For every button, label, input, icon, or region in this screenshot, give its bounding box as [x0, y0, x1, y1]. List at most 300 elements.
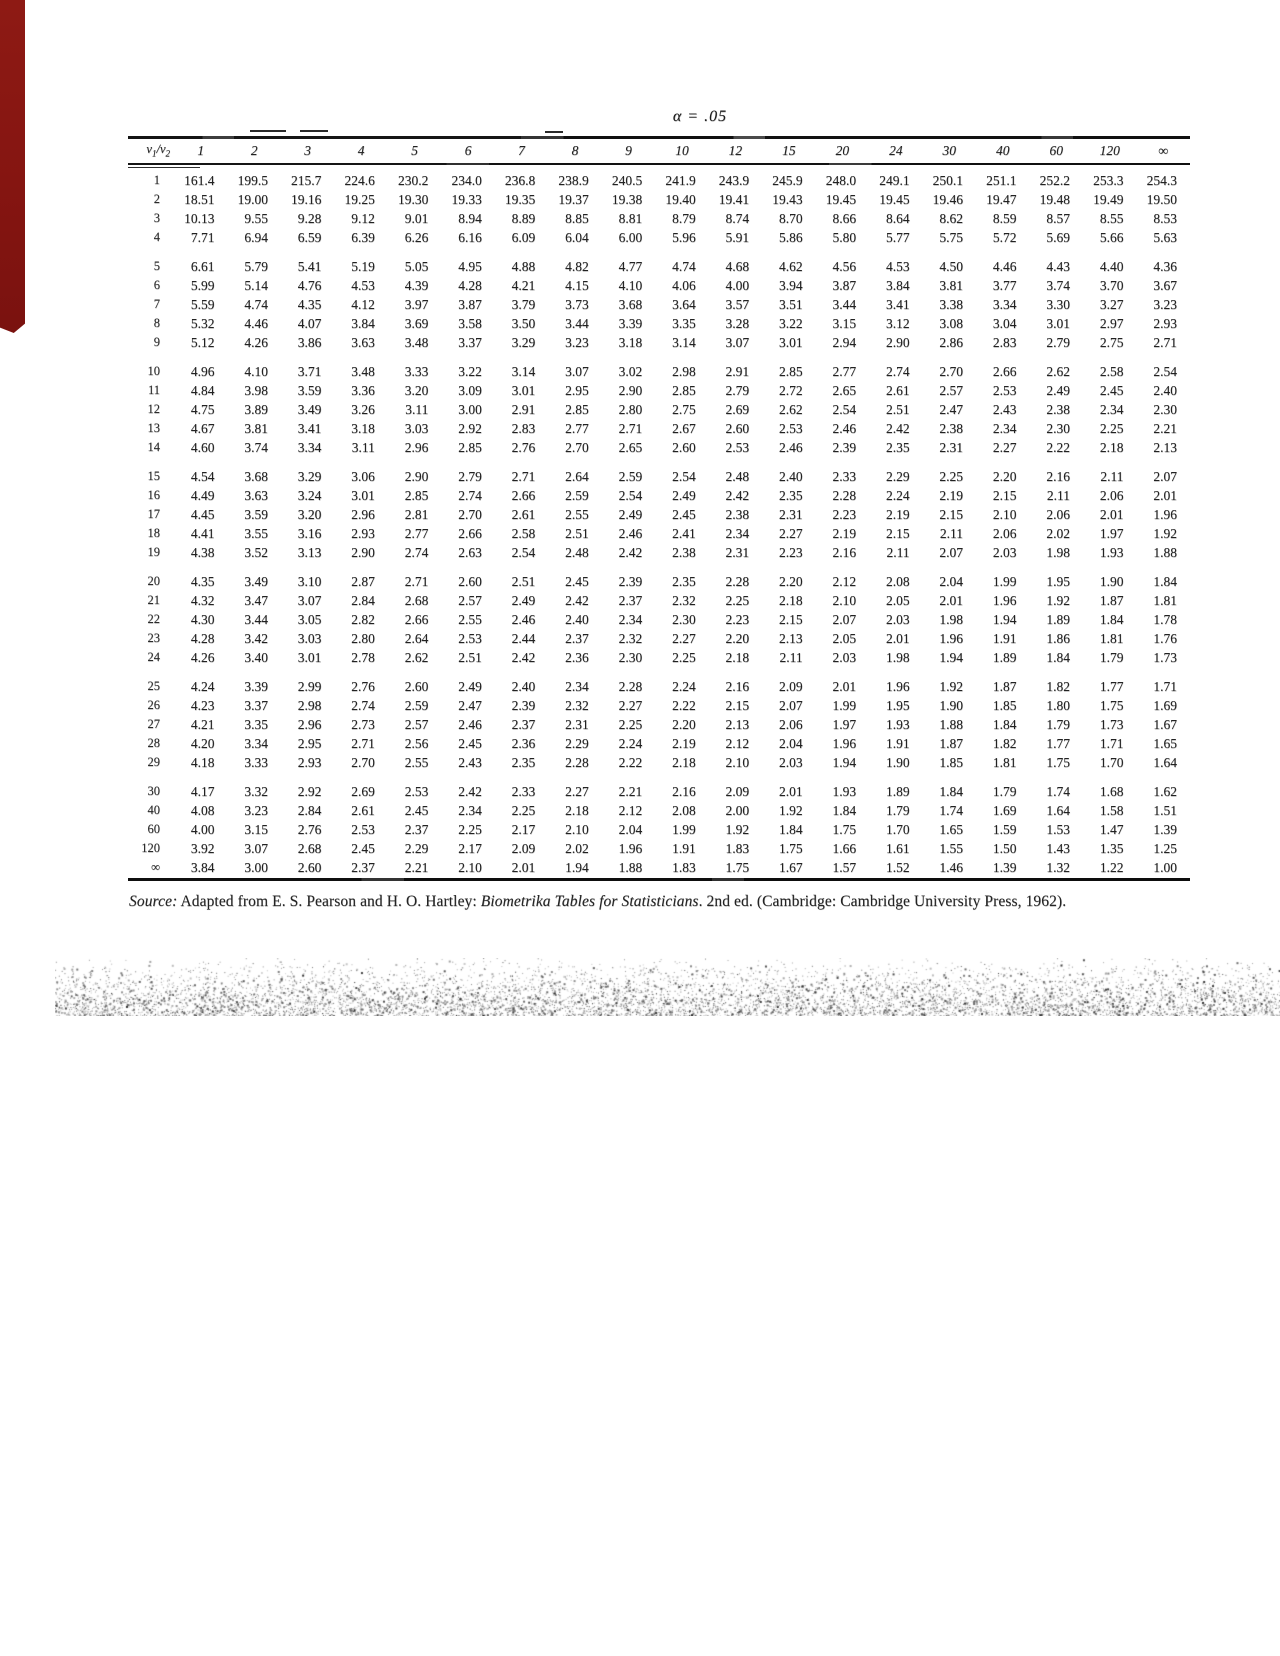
f-value-cell: 2.57	[458, 593, 482, 608]
f-value-cell: 1.61	[885, 841, 910, 856]
f-value-cell: 2.07	[939, 545, 964, 560]
f-value-cell: 2.01	[1099, 507, 1124, 522]
f-value-cell: 3.14	[511, 364, 536, 379]
f-value-cell: 1.65	[1153, 736, 1177, 751]
f-value-cell: 248.0	[825, 173, 857, 188]
table-row-df2-120	[128, 839, 1190, 858]
f-value-cell: 2.46	[618, 526, 643, 541]
table-row-df2-29	[128, 753, 1190, 772]
f-value-cell: 2.21	[1153, 421, 1177, 436]
table-row-df2-7	[128, 295, 1190, 314]
f-value-cell: 19.25	[344, 192, 375, 207]
f-value-cell: 2.19	[939, 488, 964, 503]
f-value-cell: 3.47	[244, 593, 268, 608]
row-label: 15	[147, 469, 160, 483]
f-value-cell: 2.25	[1099, 421, 1124, 436]
f-value-cell: 2.17	[511, 822, 536, 837]
f-value-cell: 2.60	[297, 860, 322, 875]
f-value-cell: 2.05	[832, 631, 857, 646]
row-label: 16	[147, 488, 160, 502]
f-value-cell: 6.09	[511, 230, 536, 245]
f-value-cell: 2.07	[832, 612, 857, 627]
f-value-cell: 5.66	[1099, 230, 1124, 245]
f-value-cell: 2.38	[1046, 402, 1070, 417]
f-value-cell: 4.38	[190, 545, 215, 560]
f-value-cell: 2.42	[511, 650, 536, 665]
f-value-cell: 2.29	[565, 736, 589, 751]
f-value-cell: 2.19	[672, 736, 696, 751]
f-value-cell: 1.81	[992, 755, 1017, 770]
f-value-cell: 2.65	[618, 440, 643, 455]
f-value-cell: 3.84	[885, 278, 910, 293]
source-book-title: Biometrika Tables for Statisticians	[480, 893, 699, 910]
f-value-cell: 1.73	[1153, 650, 1177, 665]
f-value-cell: 2.90	[618, 383, 643, 398]
table-row-df2-19	[128, 543, 1190, 562]
f-value-cell: 3.41	[297, 421, 322, 436]
f-value-cell: 1.99	[672, 822, 696, 837]
f-value-cell: 2.55	[565, 507, 589, 522]
group-gap	[128, 562, 1190, 572]
f-value-cell: 2.53	[992, 383, 1017, 398]
f-value-cell: 4.53	[351, 278, 375, 293]
row-label: 24	[147, 650, 160, 664]
f-value-cell: 2.16	[832, 545, 857, 560]
f-value-cell: 3.51	[779, 297, 803, 312]
row-label: 17	[147, 507, 160, 521]
f-value-cell: 2.71	[511, 469, 536, 484]
f-value-cell: 4.21	[511, 278, 536, 293]
f-value-cell: 5.19	[351, 259, 375, 274]
f-value-cell: 3.41	[885, 297, 910, 312]
f-value-cell: 3.03	[297, 631, 322, 646]
table-row-df2-5	[128, 257, 1190, 276]
row-label: 1	[153, 173, 160, 187]
f-value-cell: 2.23	[779, 545, 803, 560]
f-value-cell: 1.91	[672, 841, 696, 856]
f-value-cell: 2.42	[565, 593, 589, 608]
f-value-cell: 4.49	[190, 488, 215, 503]
column-header-df1-8: 8	[571, 142, 579, 158]
f-value-cell: 8.59	[992, 211, 1017, 226]
f-value-cell: 4.75	[190, 402, 215, 417]
table-title: α = .05	[672, 108, 728, 125]
column-header-df1-10: 10	[675, 142, 689, 158]
f-value-cell: 2.51	[885, 402, 910, 417]
f-value-cell: 2.24	[618, 736, 643, 751]
f-value-cell: 2.09	[725, 784, 750, 799]
f-value-cell: 1.82	[992, 736, 1017, 751]
f-value-cell: 19.38	[611, 192, 643, 207]
f-value-cell: 3.03	[404, 421, 429, 436]
f-value-cell: 2.91	[725, 364, 750, 379]
f-value-cell: 19.45	[879, 192, 910, 207]
f-value-cell: 4.26	[190, 650, 215, 665]
f-value-cell: 1.94	[992, 612, 1017, 627]
f-value-cell: 3.42	[244, 631, 268, 646]
f-value-cell: 4.30	[190, 612, 215, 627]
f-value-cell: 6.00	[618, 230, 643, 245]
corner-label-nu1-nu2: $\nu_1/\nu_2$	[146, 142, 170, 159]
f-value-cell: 4.10	[618, 278, 643, 293]
f-value-cell: 2.45	[458, 736, 482, 751]
f-value-cell: 4.28	[190, 631, 215, 646]
f-value-cell: 2.59	[565, 488, 589, 503]
table-row-df2-28	[128, 734, 1190, 753]
f-value-cell: 2.93	[351, 526, 375, 541]
f-value-cell: 2.12	[832, 574, 857, 589]
f-value-cell: 4.95	[458, 259, 482, 274]
f-value-cell: 2.30	[618, 650, 643, 665]
f-value-cell: 2.46	[458, 717, 482, 732]
f-value-cell: 2.33	[832, 469, 857, 484]
f-value-cell: 2.92	[297, 784, 322, 799]
f-value-cell: 2.37	[511, 717, 536, 732]
f-value-cell: 4.43	[1046, 259, 1070, 274]
f-value-cell: 2.58	[1099, 364, 1124, 379]
f-value-cell: 5.99	[190, 278, 215, 293]
f-value-cell: 2.01	[832, 679, 857, 694]
f-value-cell: 1.95	[885, 698, 910, 713]
f-value-cell: 5.32	[190, 316, 215, 331]
f-value-cell: 6.61	[190, 259, 215, 274]
f-value-cell: 3.39	[618, 316, 643, 331]
f-value-cell: 2.37	[565, 631, 589, 646]
f-value-cell: 3.69	[404, 316, 429, 331]
f-value-cell: 2.37	[351, 860, 375, 875]
f-value-cell: 3.33	[404, 364, 429, 379]
f-value-cell: 234.0	[451, 173, 482, 188]
f-value-cell: 1.89	[1046, 612, 1070, 627]
source-text: Adapted from E. S. Pearson and H. O. Hartley:	[177, 893, 481, 910]
f-value-cell: 9.28	[297, 211, 322, 226]
f-value-cell: 2.21	[404, 860, 429, 875]
f-value-cell: 2.10	[832, 593, 857, 608]
column-header-df1-60: 60	[1049, 142, 1063, 158]
f-value-cell: 2.32	[565, 698, 589, 713]
f-value-cell: 2.11	[886, 545, 910, 560]
f-value-cell: 3.11	[405, 402, 429, 417]
f-value-cell: 1.99	[832, 698, 857, 713]
f-value-cell: 236.8	[504, 173, 536, 188]
f-value-cell: 2.07	[1153, 469, 1177, 484]
f-value-cell: 1.92	[779, 803, 803, 818]
f-value-cell: 1.84	[832, 803, 857, 818]
f-value-cell: 5.59	[190, 297, 215, 312]
f-value-cell: 2.15	[885, 526, 910, 541]
f-value-cell: 2.36	[511, 736, 536, 751]
f-value-cell: 2.68	[404, 593, 429, 608]
table-row-df2-25	[128, 677, 1190, 696]
f-value-cell: 2.37	[618, 593, 643, 608]
f-value-cell: 2.98	[672, 364, 696, 379]
f-value-cell: 2.28	[725, 574, 750, 589]
f-value-cell: 3.07	[565, 364, 589, 379]
f-value-cell: 4.68	[725, 259, 750, 274]
f-value-cell: 2.64	[565, 469, 589, 484]
f-value-cell: 1.47	[1099, 822, 1124, 837]
f-value-cell: 1.71	[1099, 736, 1124, 751]
f-value-cell: 2.05	[885, 593, 910, 608]
f-value-cell: 19.49	[1093, 192, 1124, 207]
f-value-cell: 1.75	[1046, 755, 1070, 770]
f-value-cell: 1.64	[1046, 803, 1070, 818]
f-value-cell: 2.23	[725, 612, 750, 627]
f-value-cell: 2.53	[725, 440, 750, 455]
f-value-cell: 2.93	[1153, 316, 1177, 331]
f-value-cell: 1.84	[1153, 574, 1177, 589]
f-value-cell: 1.55	[939, 841, 964, 856]
f-value-cell: 1.92	[725, 822, 750, 837]
f-value-cell: 2.42	[885, 421, 910, 436]
column-header-df1-2: 2	[250, 142, 258, 158]
f-value-cell: 1.83	[725, 841, 750, 856]
f-value-cell: 4.53	[885, 259, 910, 274]
f-value-cell: 2.12	[618, 803, 643, 818]
f-value-cell: 19.33	[451, 192, 482, 207]
f-value-cell: 2.63	[458, 545, 482, 560]
f-value-cell: 4.56	[832, 259, 857, 274]
f-value-cell: 2.18	[779, 593, 803, 608]
f-value-cell: 3.01	[351, 488, 375, 503]
f-value-cell: 1.69	[992, 803, 1017, 818]
f-value-cell: 3.01	[779, 335, 803, 350]
f-value-cell: 2.53	[351, 822, 375, 837]
f-value-cell: 2.95	[297, 736, 322, 751]
f-value-cell: 6.16	[458, 230, 482, 245]
f-value-cell: 240.5	[611, 173, 643, 188]
f-value-cell: 2.03	[832, 650, 857, 665]
f-value-cell: 2.48	[725, 469, 750, 484]
f-value-cell: 2.69	[351, 784, 375, 799]
f-value-cell: 2.45	[672, 507, 696, 522]
f-value-cell: 2.62	[1046, 364, 1070, 379]
f-value-cell: 2.66	[458, 526, 482, 541]
f-value-cell: 2.80	[618, 402, 643, 417]
f-value-cell: 5.41	[297, 259, 322, 274]
f-value-cell: 1.94	[939, 650, 964, 665]
f-value-cell: 2.01	[885, 631, 910, 646]
source-label: Source:	[129, 893, 178, 910]
f-value-cell: 3.09	[458, 383, 482, 398]
f-value-cell: 2.69	[725, 402, 750, 417]
f-value-cell: 4.50	[939, 259, 964, 274]
f-value-cell: 2.20	[725, 631, 750, 646]
f-value-cell: 3.20	[297, 507, 322, 522]
f-value-cell: 1.65	[939, 822, 964, 837]
f-value-cell: 4.21	[190, 717, 215, 732]
f-value-cell: 2.99	[297, 679, 322, 694]
f-value-cell: 2.40	[779, 469, 803, 484]
f-value-cell: 3.29	[297, 469, 322, 484]
f-value-cell: 2.49	[672, 488, 696, 503]
f-value-cell: 1.90	[1099, 574, 1124, 589]
f-value-cell: 1.91	[885, 736, 910, 751]
f-value-cell: 2.28	[618, 679, 643, 694]
f-value-cell: 3.07	[725, 335, 750, 350]
column-header-df1-40: 40	[996, 142, 1010, 158]
group-gap	[128, 457, 1190, 467]
f-value-cell: 2.96	[297, 717, 322, 732]
f-value-cell: 2.96	[351, 507, 375, 522]
f-value-cell: 2.08	[672, 803, 696, 818]
f-value-cell: 3.73	[565, 297, 589, 312]
f-value-cell: 3.22	[458, 364, 482, 379]
f-value-cell: 2.36	[565, 650, 589, 665]
table-row-df2-3	[128, 209, 1190, 228]
f-value-cell: 2.49	[458, 679, 482, 694]
f-value-cell: 2.49	[618, 507, 643, 522]
table-row-df2-23	[128, 629, 1190, 648]
row-label: 20	[147, 574, 160, 588]
f-value-cell: 2.84	[351, 593, 375, 608]
f-value-cell: 3.68	[244, 469, 268, 484]
f-value-cell: 2.10	[458, 860, 482, 875]
f-value-cell: 252.2	[1039, 173, 1070, 188]
f-value-cell: 4.39	[404, 278, 429, 293]
f-value-cell: 3.63	[351, 335, 375, 350]
f-value-cell: 253.3	[1093, 173, 1124, 188]
f-value-cell: 3.37	[244, 698, 268, 713]
f-value-cell: 1.39	[992, 860, 1017, 875]
f-value-cell: 3.92	[190, 841, 215, 856]
f-value-cell: 2.76	[511, 440, 536, 455]
f-value-cell: 3.81	[939, 278, 964, 293]
f-value-cell: 2.38	[939, 421, 964, 436]
f-value-cell: 3.87	[458, 297, 482, 312]
f-value-cell: 2.16	[725, 679, 750, 694]
f-value-cell: 1.71	[1153, 679, 1177, 694]
f-value-cell: 5.79	[244, 259, 268, 274]
f-value-cell: 2.35	[885, 440, 910, 455]
f-value-cell: 4.96	[190, 364, 215, 379]
f-value-cell: 1.87	[939, 736, 964, 751]
f-value-cell: 2.84	[297, 803, 322, 818]
table-row-df2-12	[128, 400, 1190, 419]
f-value-cell: 3.29	[511, 335, 536, 350]
f-value-cell: 3.40	[244, 650, 268, 665]
f-value-cell: 19.30	[397, 192, 429, 207]
f-value-cell: 19.50	[1146, 192, 1177, 207]
f-value-cell: 1.73	[1099, 717, 1124, 732]
f-value-cell: 2.53	[458, 631, 482, 646]
f-value-cell: 2.87	[351, 574, 375, 589]
f-value-cell: 1.96	[832, 736, 857, 751]
f-value-cell: 2.15	[992, 488, 1017, 503]
f-value-cell: 2.79	[725, 383, 750, 398]
f-value-cell: 3.49	[297, 402, 322, 417]
f-value-cell: 2.22	[672, 698, 696, 713]
f-value-cell: 1.96	[1153, 507, 1177, 522]
f-value-cell: 2.53	[404, 784, 429, 799]
row-label: 2	[153, 192, 160, 206]
f-value-cell: 2.42	[458, 784, 482, 799]
f-value-cell: 4.82	[565, 259, 589, 274]
f-value-cell: 1.92	[939, 679, 964, 694]
f-value-cell: 2.71	[351, 736, 375, 751]
table-row-df2-2	[128, 190, 1190, 209]
f-value-cell: 1.90	[939, 698, 964, 713]
f-value-cell: 2.92	[458, 421, 482, 436]
table-row-df2-10	[128, 362, 1190, 381]
f-value-cell: 2.32	[672, 593, 696, 608]
f-value-cell: 2.54	[511, 545, 536, 560]
f-value-cell: 19.37	[558, 192, 589, 207]
f-value-cell: 3.01	[1046, 316, 1070, 331]
f-value-cell: 1.85	[992, 698, 1017, 713]
f-value-cell: 2.59	[618, 469, 643, 484]
f-value-cell: 2.46	[511, 612, 536, 627]
f-value-cell: 2.10	[725, 755, 750, 770]
f-value-cell: 2.46	[779, 440, 803, 455]
f-value-cell: 5.96	[672, 230, 696, 245]
f-value-cell: 3.84	[351, 316, 375, 331]
f-value-cell: 2.85	[779, 364, 803, 379]
column-header-df1-6: 6	[464, 142, 472, 158]
f-value-cell: 1.52	[885, 860, 910, 875]
f-value-cell: 3.23	[244, 803, 268, 818]
f-value-cell: 3.07	[297, 593, 322, 608]
table-row-df2-21	[128, 591, 1190, 610]
f-value-cell: 2.70	[939, 364, 964, 379]
f-value-cell: 1.88	[939, 717, 964, 732]
f-value-cell: 2.83	[511, 421, 536, 436]
row-label: 12	[147, 402, 160, 416]
row-label: 25	[147, 679, 160, 693]
f-value-cell: 1.32	[1046, 860, 1070, 875]
f-value-cell: 3.59	[297, 383, 322, 398]
f-value-cell: 1.87	[992, 679, 1017, 694]
f-value-cell: 2.62	[404, 650, 429, 665]
f-value-cell: 3.02	[618, 364, 643, 379]
table-row-df2-20	[128, 572, 1190, 591]
f-value-cell: 3.34	[297, 440, 322, 455]
f-value-cell: 19.16	[291, 192, 322, 207]
f-value-cell: 1.57	[832, 860, 857, 875]
f-value-cell: 2.18	[672, 755, 696, 770]
f-value-cell: 2.34	[458, 803, 482, 818]
f-value-cell: 2.13	[1153, 440, 1177, 455]
f-value-cell: 3.14	[672, 335, 696, 350]
f-value-cell: 4.60	[190, 440, 215, 455]
f-value-cell: 1.79	[1099, 650, 1124, 665]
f-value-cell: 1.35	[1099, 841, 1124, 856]
f-value-cell: 1.85	[939, 755, 964, 770]
f-value-cell: 3.08	[939, 316, 964, 331]
f-value-cell: 3.48	[404, 335, 429, 350]
f-value-cell: 1.82	[1046, 679, 1070, 694]
f-value-cell: 2.10	[992, 507, 1017, 522]
f-value-cell: 2.25	[672, 650, 696, 665]
f-value-cell: 1.96	[885, 679, 910, 694]
f-value-cell: 3.81	[244, 421, 268, 436]
f-value-cell: 2.98	[297, 698, 322, 713]
f-value-cell: 8.85	[565, 211, 589, 226]
f-value-cell: 4.74	[672, 259, 696, 274]
f-value-cell: 2.27	[992, 440, 1017, 455]
row-label: 120	[141, 841, 160, 855]
f-value-cell: 2.97	[1099, 316, 1124, 331]
f-value-cell: 2.79	[1046, 335, 1070, 350]
f-value-cell: 2.85	[458, 440, 482, 455]
scan-noise-band	[55, 958, 1280, 1016]
f-value-cell: 2.35	[511, 755, 536, 770]
group-gap	[128, 772, 1190, 782]
f-value-cell: 4.18	[190, 755, 215, 770]
f-value-cell: 2.38	[725, 507, 750, 522]
f-value-cell: 2.71	[618, 421, 643, 436]
f-value-cell: 4.45	[190, 507, 215, 522]
